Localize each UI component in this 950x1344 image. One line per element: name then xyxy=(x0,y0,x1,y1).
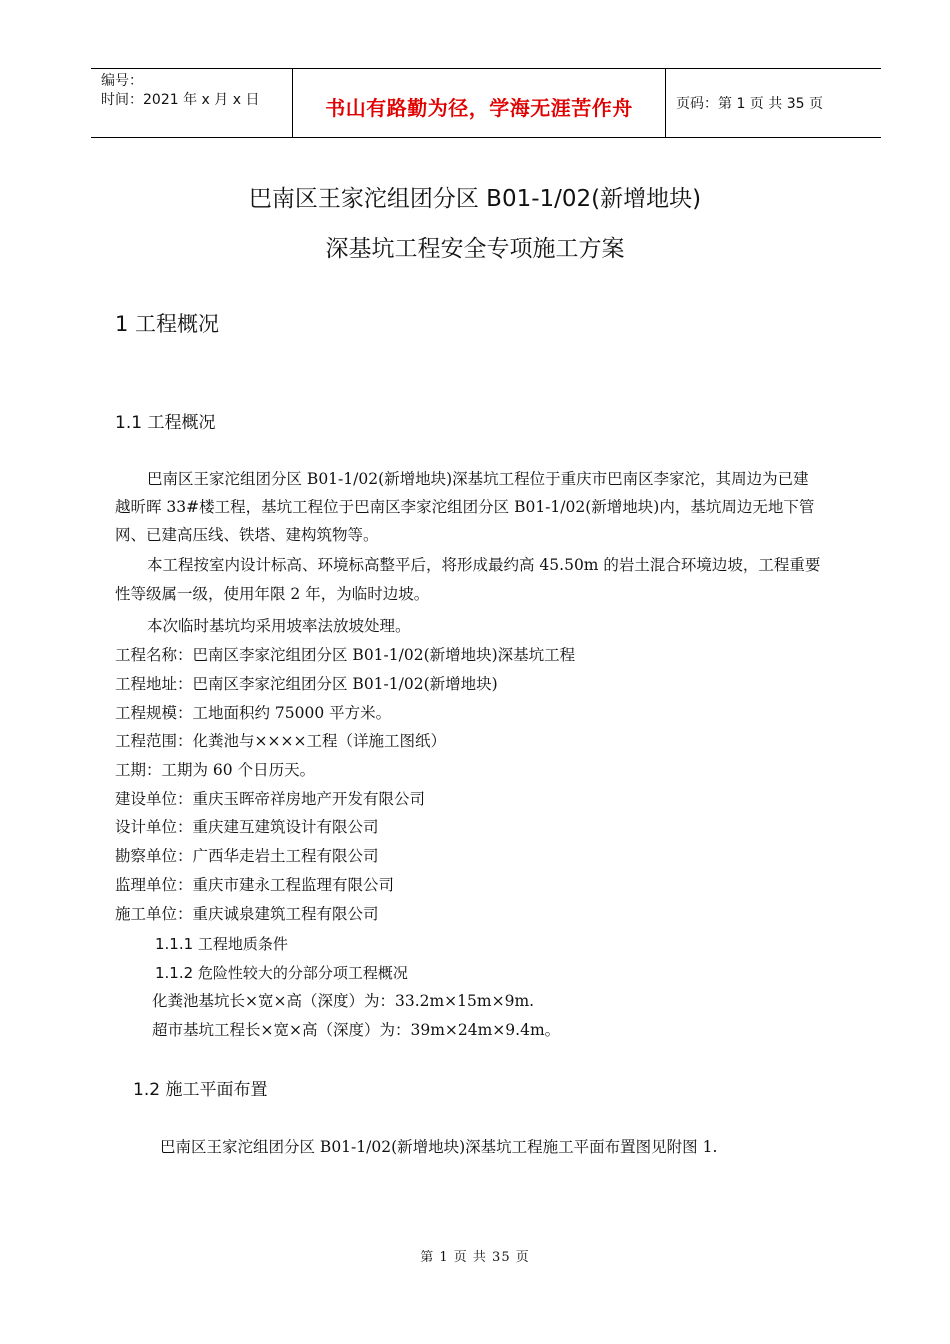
paragraph-1-line-2: 越昕晖 33#楼工程，基坑工程位于巴南区李家沱组团分区 B01-1/02(新增地块)内，基坑周边无地下管 xyxy=(115,498,815,516)
paragraph-3: 本次临时基坑均采用坡率法放坡处理。 xyxy=(147,617,411,635)
paragraph-1-line-1: 巴南区王家沱组团分区 B01-1/02(新增地块)深基坑工程位于重庆市巴南区李家沱，其周边为已建 xyxy=(147,470,809,488)
section-1-heading: 1 工程概况 xyxy=(115,312,220,336)
document-number-label: 编号： xyxy=(101,73,143,89)
info-project-duration: 工期：工期为 60 个日历天。 xyxy=(115,761,316,779)
info-project-scale: 工程规模：工地面积约 75000 平方米。 xyxy=(115,704,392,722)
septic-tank-dimensions: 化粪池基坑长×宽×高（深度）为：33.2m×15m×9m. xyxy=(152,992,535,1010)
header-motto-cell xyxy=(293,69,666,137)
info-surveyor: 勘察单位：广西华走岩土工程有限公司 xyxy=(115,847,379,865)
info-supervisor: 监理单位：重庆市建永工程监理有限公司 xyxy=(115,876,395,894)
info-builder: 建设单位：重庆玉晖帝祥房地产开发有限公司 xyxy=(115,790,426,808)
header-page-label: 页码：第 1 页 共 35 页 xyxy=(676,96,823,112)
header-left-cell xyxy=(91,69,293,137)
document-title-line1: 巴南区王家沱组团分区 B01-1/02(新增地块) xyxy=(248,186,702,212)
subsection-1-1-2-heading: 1.1.2 危险性较大的分部分项工程概况 xyxy=(155,964,408,982)
section-1-2-text: 巴南区王家沱组团分区 B01-1/02(新增地块)深基坑工程施工平面布置图见附图 1. xyxy=(160,1138,718,1156)
page-footer: 第 1 页 共 35 页 xyxy=(420,1250,530,1265)
header-motto: 书山有路勤为径，学海无涯苦作舟 xyxy=(325,96,633,120)
section-1-2-heading: 1.2 施工平面布置 xyxy=(133,1080,268,1100)
paragraph-2-line-2: 性等级属一级，使用年限 2 年，为临时边坡。 xyxy=(115,585,430,603)
document-title-line2: 深基坑工程安全专项施工方案 xyxy=(325,236,625,262)
document-time-label: 时间：2021 年 x 月 x 日 xyxy=(101,92,260,108)
info-project-address: 工程地址：巴南区李家沱组团分区 B01-1/02(新增地块) xyxy=(115,675,498,693)
section-1-1-heading: 1.1 工程概况 xyxy=(115,413,216,433)
info-project-scope: 工程范围：化粪池与××××工程（详施工图纸） xyxy=(115,732,446,750)
page-header xyxy=(91,68,881,138)
supermarket-pit-dimensions: 超市基坑工程长×宽×高（深度）为：39m×24m×9.4m。 xyxy=(152,1021,561,1039)
header-right-cell xyxy=(666,69,881,137)
paragraph-1-line-3: 网、已建高压线、铁塔、建构筑物等。 xyxy=(115,526,379,544)
subsection-1-1-1-heading: 1.1.1 工程地质条件 xyxy=(155,935,288,953)
info-designer: 设计单位：重庆建互建筑设计有限公司 xyxy=(115,818,379,836)
info-contractor: 施工单位：重庆诚泉建筑工程有限公司 xyxy=(115,905,379,923)
paragraph-2-line-1: 本工程按室内设计标高、环境标高整平后，将形成最约高 45.50m 的岩土混合环境边坡，工程重要 xyxy=(147,556,821,574)
info-project-name: 工程名称：巴南区李家沱组团分区 B01-1/02(新增地块)深基坑工程 xyxy=(115,646,576,664)
